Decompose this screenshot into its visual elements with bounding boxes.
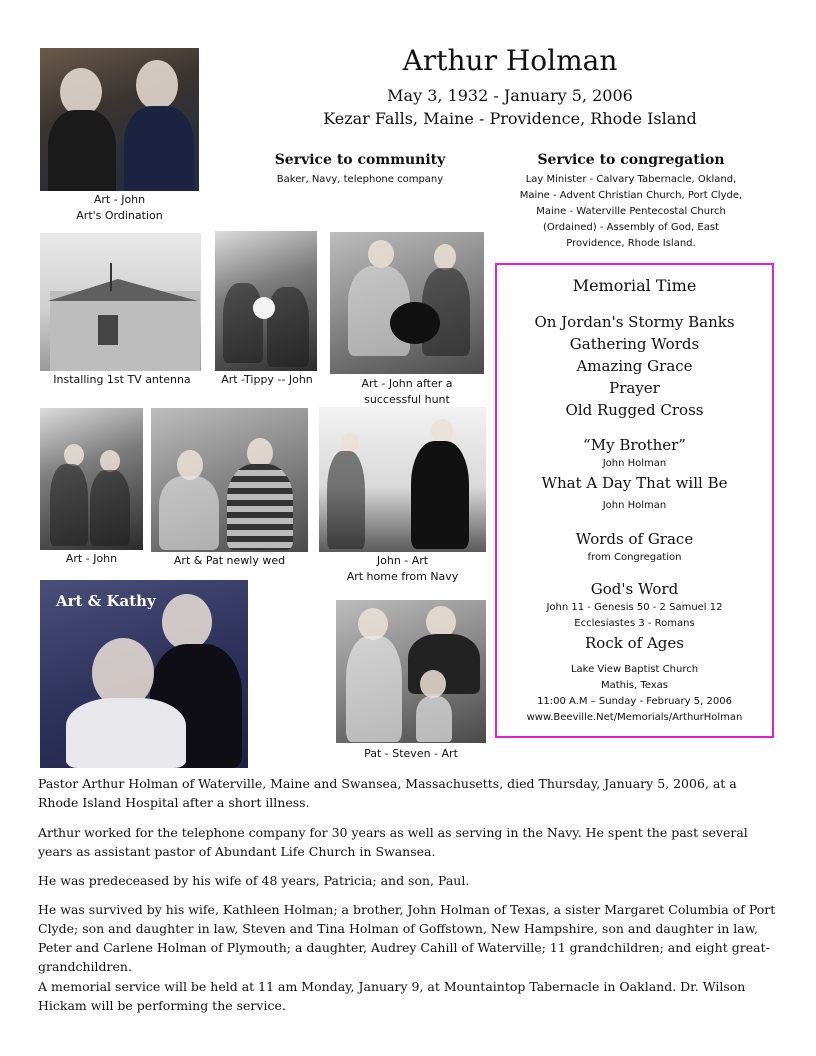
- memorial-heading: Memorial Time: [572, 276, 697, 295]
- community-text: Baker, Navy, telephone company: [276, 174, 444, 185]
- congregation-heading: Service to congregation: [537, 152, 725, 168]
- photo-caption: [319, 553, 486, 585]
- program-item: On Jordan's Stormy Banks: [534, 313, 735, 331]
- program-item: Rock of Ages: [585, 634, 684, 652]
- life-dates: May 3, 1932 - January 5, 2006: [387, 86, 633, 105]
- congregation-line: Lay Minister - Calvary Tabernacle, Okland,: [525, 174, 737, 185]
- congregation-line: (Ordained) - Assembly of God, East: [542, 222, 719, 233]
- caption-line: Art home from Navy: [346, 570, 459, 583]
- photo-caption: Installing 1st TV antenna: [53, 373, 191, 386]
- photo-tv-antenna: [40, 233, 201, 371]
- photo-caption: Art & Pat newly wed: [173, 554, 286, 567]
- photo-home-from-navy: [319, 407, 486, 552]
- program-item: Words of Grace: [575, 530, 694, 548]
- caption-line: Art - John: [93, 193, 146, 206]
- memorial-url[interactable]: www.Beeville.Net/Memorials/ArthurHolman: [526, 712, 743, 723]
- congregation-line: Providence, Rhode Island.: [566, 238, 696, 249]
- obituary-paragraph: Arthur worked for the telephone company for 30 years as well as serving in the Navy. He spent the past several years as assistant pastor of Abundant Life Church in Swansea.: [38, 825, 748, 859]
- program-credit: from Congregation: [587, 552, 682, 563]
- obituary-paragraph: He was survived by his wife, Kathleen Holman; a brother, John Holman of Texas, a sister Margaret Columbia of Port Clyde; son and daughter in law, Steven and Tina Holman of Goffstown, New Hampshire, son and daughter in law, Peter and Carlene Holman of Plymouth; a daughter, Audrey Cahill of Waterville; 11 grandchildren; and eight great-grandchildren.: [38, 902, 776, 974]
- photo-art-kathy: [40, 580, 248, 768]
- photo-caption: [330, 376, 484, 408]
- obituary-paragraph: A memorial service will be held at 11 am Monday, January 9, at Mountaintop Tabernacle in Oakland. Dr. Wilson Hickam will be performing the service.: [38, 979, 746, 1013]
- program-item: What A Day That will Be: [541, 474, 728, 492]
- program-item: Amazing Grace: [576, 357, 693, 375]
- program-credit: John Holman: [602, 458, 667, 469]
- life-places: Kezar Falls, Maine - Providence, Rhode Island: [323, 109, 697, 128]
- caption-line: successful hunt: [364, 393, 450, 406]
- scripture-line: John 11 - Genesis 50 - 2 Samuel 12: [546, 602, 723, 613]
- scripture-line: Ecclesiastes 3 - Romans: [574, 618, 695, 629]
- photo-caption: Art -Tippy -- John: [221, 373, 313, 386]
- program-item: Old Rugged Cross: [565, 401, 704, 419]
- program-credit: John Holman: [602, 500, 667, 511]
- photo-art-john-ordination: [40, 48, 199, 191]
- caption-line: John - Art: [376, 554, 429, 567]
- community-heading: Service to community: [274, 152, 446, 168]
- obituary-paragraph: He was predeceased by his wife of 48 years, Patricia; and son, Paul.: [38, 873, 470, 888]
- congregation-line: Maine - Advent Christian Church, Port Clyde,: [519, 190, 743, 201]
- photo-overlay-label: Art & Kathy: [56, 592, 156, 610]
- caption-line: Art - John after a: [361, 377, 453, 390]
- congregation-line: Maine - Waterville Pentecostal Church: [536, 206, 726, 217]
- photo-caption: [40, 192, 199, 224]
- photo-caption: Pat - Steven - Art: [364, 747, 458, 760]
- church-city: Mathis, Texas: [600, 680, 668, 691]
- photo-successful-hunt: [330, 232, 484, 374]
- service-datetime: 11:00 A.M – Sunday - February 5, 2006: [537, 696, 732, 707]
- program-item: God's Word: [590, 580, 679, 598]
- photo-pat-steven-art: [336, 600, 486, 743]
- photo-caption: Art - John: [65, 552, 118, 565]
- program-item: Prayer: [609, 379, 660, 397]
- program-item: Gathering Words: [569, 335, 700, 353]
- church-name: Lake View Baptist Church: [570, 664, 699, 675]
- photo-newly-wed: [151, 408, 308, 552]
- caption-line: Art's Ordination: [76, 209, 163, 222]
- congregation-text: [492, 172, 770, 252]
- obituary-paragraph: Pastor Arthur Holman of Waterville, Maine and Swansea, Massachusetts, died Thursday, January 5, 2006, at a Rhode Island Hospital after a short illness.: [38, 776, 737, 810]
- program-item: “My Brother”: [583, 436, 686, 454]
- photo-art-tippy-john: [215, 231, 317, 371]
- page-title: Arthur Holman: [402, 44, 618, 77]
- photo-art-john-snow: [40, 408, 143, 550]
- memorial-program-box: [495, 263, 774, 738]
